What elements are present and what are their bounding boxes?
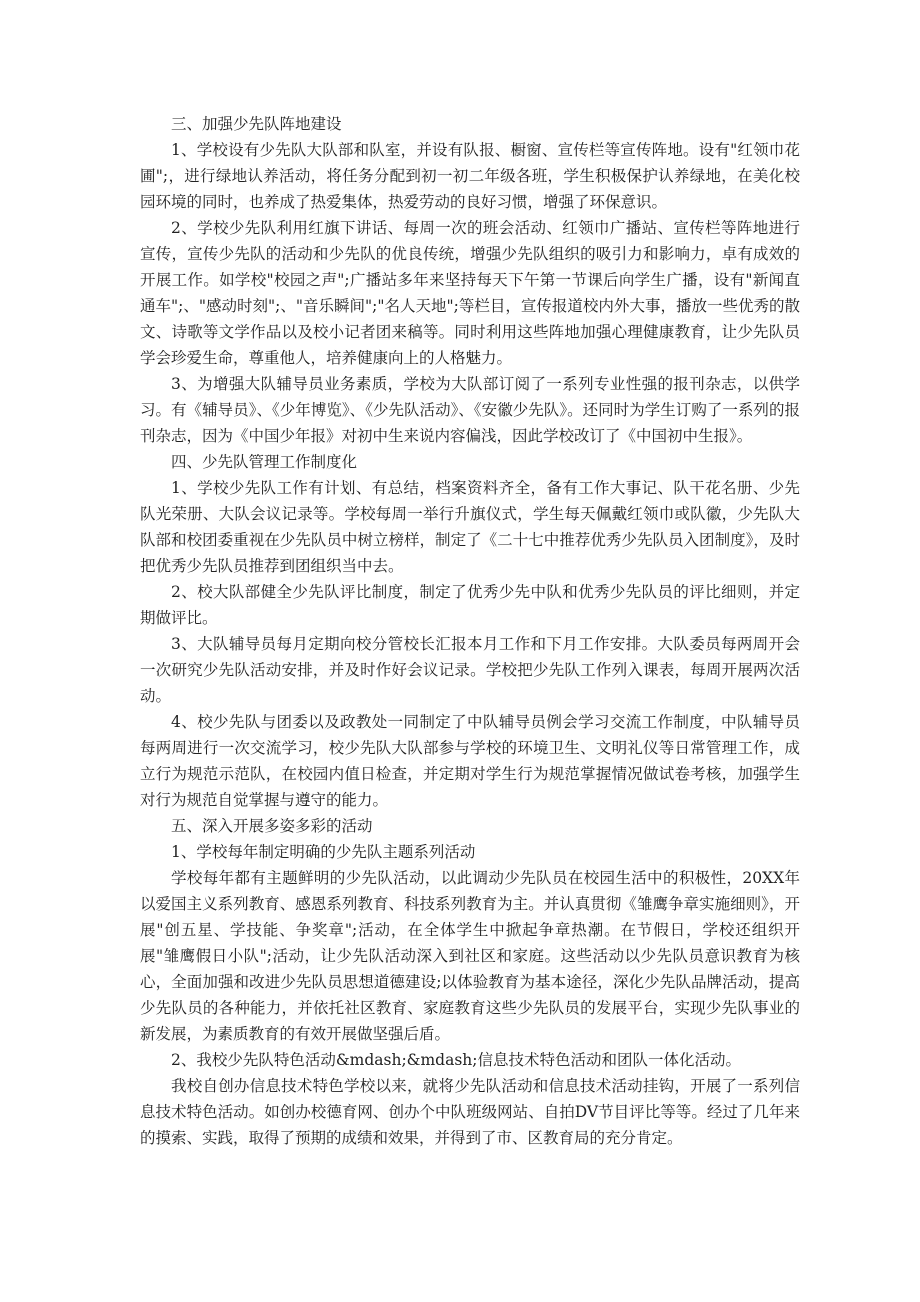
paragraph: 我校自创办信息技术特色学校以来，就将少先队活动和信息技术活动挂钩，开展了一系列信息技术特色活动。如创办校德育网、创办个中队班级网站、自拍DV节目评比等等。经过了几年来的摸索、实践，取得了预期的成绩和效果，并得到了市、区教育局的充分肯定。 [140, 1077, 800, 1147]
paragraph: 1、学校设有少先队大队部和队室，并设有队报、橱窗、宣传栏等宣传阵地。设有"红领巾花圃";，进行绿地认养活动，将任务分配到初一初二年级各班，学生积极保护认养绿地，在美化校园环境的同时，也养成了热爱集体，热爱劳动的良好习惯，增强了环保意识。 [140, 141, 800, 211]
paragraph: 3、大队辅导员每月定期向校分管校长汇报本月工作和下月工作安排。大队委员每两周开会一次研究少先队活动安排，并及时作好会议记录。学校把少先队工作列入课表，每周开展两次活动。 [140, 635, 800, 705]
paragraph: 学校每年都有主题鲜明的少先队活动，以此调动少先队员在校园生活中的积极性，20XX年以爱国主义系列教育、感恩系列教育、科技系列教育为主。并认真贯彻《雏鹰争章实施细则》，开展"创五星、学技能、争奖章";活动，在全体学生中掀起争章热潮。在节假日，学校还组织开展"雏鹰假日小队";活动，让少先队活动深入到社区和家庭。这些活动以少先队员意识教育为核心，全面加强和改进少先队员思想道德建设;以体验教育为基本途径，深化少先队品牌活动，提高少先队员的各种能力，并依托社区教育、家庭教育这些少先队员的发展平台，实现少先队事业的新发展，为素质教育的有效开展做坚强后盾。 [140, 869, 800, 1043]
section-heading-5: 五、深入开展多姿多彩的活动 [171, 817, 373, 835]
subheading: 1、学校每年制定明确的少先队主题系列活动 [171, 843, 476, 861]
paragraph: 4、校少先队与团委以及政教处一同制定了中队辅导员例会学习交流工作制度，中队辅导员每两周进行一次交流学习，校少先队大队部参与学校的环境卫生、文明礼仪等日常管理工作，成立行为规范示范队，在校园内值日检查，并定期对学生行为规范掌握情况做试卷考核，加强学生对行为规范自觉掌握与遵守的能力。 [140, 713, 800, 809]
document-body [140, 111, 800, 1151]
subheading: 2、我校少先队特色活动&mdash;&mdash;信息技术特色活动和团队一体化活动。 [171, 1051, 741, 1069]
section-heading-3: 三、加强少先队阵地建设 [171, 115, 342, 133]
paragraph: 2、学校少先队利用红旗下讲话、每周一次的班会活动、红领巾广播站、宣传栏等阵地进行宣传，宣传少先队的活动和少先队的优良传统，增强少先队组织的吸引力和影响力，卓有成效的开展工作。如学校"校园之声";广播站多年来坚持每天下午第一节课后向学生广播，设有"新闻直通车";、"感动时刻";、"音乐瞬间";"名人天地";等栏目，宣传报道校内外大事，播放一些优秀的散文、诗歌等文学作品以及校小记者团来稿等。同时利用这些阵地加强心理健康教育，让少先队员学会珍爱生命，尊重他人，培养健康向上的人格魅力。 [140, 219, 800, 367]
section-heading-4: 四、少先队管理工作制度化 [171, 453, 358, 471]
paragraph: 1、学校少先队工作有计划、有总结，档案资料齐全，备有工作大事记、队干花名册、少先队光荣册、大队会议记录等。学校每周一举行升旗仪式，学生每天佩戴红领巾或队徽，少先队大队部和校团委重视在少先队员中树立榜样，制定了《二十七中推荐优秀少先队员入团制度》，及时把优秀少先队员推荐到团组织当中去。 [140, 479, 800, 575]
paragraph: 3、为增强大队辅导员业务素质，学校为大队部订阅了一系列专业性强的报刊杂志，以供学习。有《辅导员》、《少年博览》、《少先队活动》、《安徽少先队》。还同时为学生订购了一系列的报刊杂志，因为《中国少年报》对初中生来说内容偏浅，因此学校改订了《中国初中生报》。 [140, 375, 800, 445]
paragraph: 2、校大队部健全少先队评比制度，制定了优秀少先中队和优秀少先队员的评比细则，并定期做评比。 [140, 583, 800, 627]
